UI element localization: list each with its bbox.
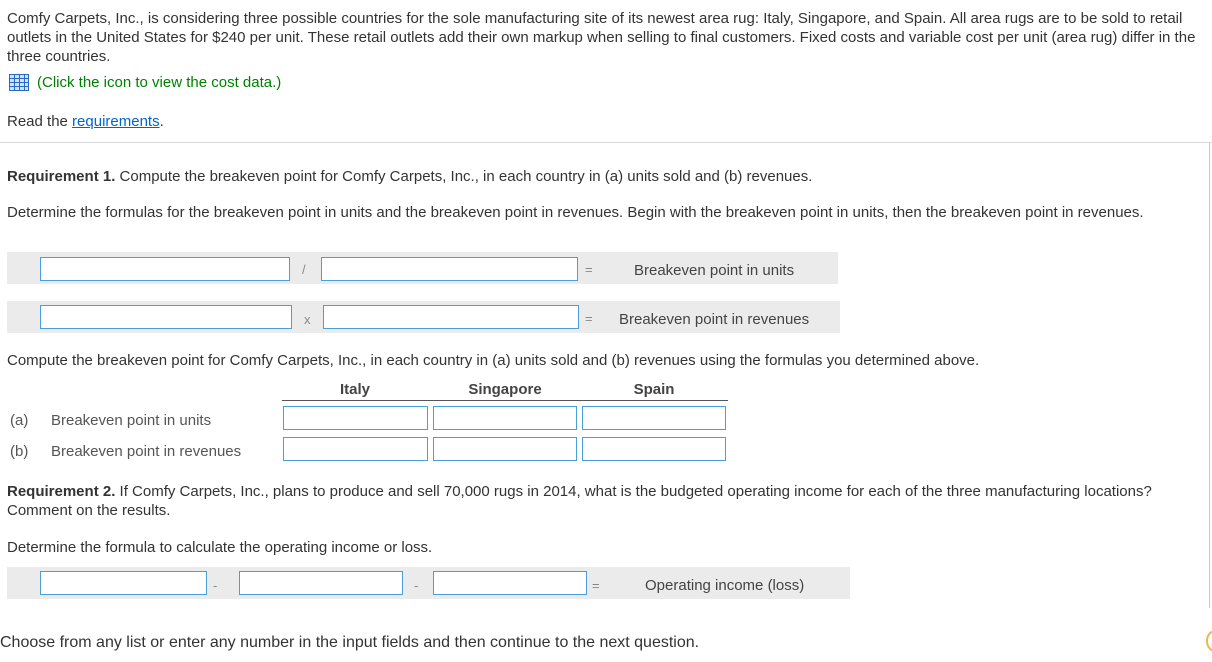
section-divider [0,142,1212,143]
equals-operator: = [585,311,593,326]
breakeven-revenues-label: Breakeven point in revenues [619,311,810,328]
divide-operator: / [302,262,306,277]
italy-breakeven-units-input[interactable] [283,406,428,430]
operating-income-label: Operating income (loss) [645,577,805,594]
requirement-2-heading: Requirement 2. If Comfy Carpets, Inc., plans to produce and sell 70,000 rugs in 2014, what is the budgeted operating income for each of the three manufacturing locations? Comment on the results. [7,483,1152,519]
breakeven-units-label: Breakeven point in units [634,262,795,279]
equals-operator: = [592,578,600,593]
minus-operator-2: - [414,578,419,593]
problem-intro: Comfy Carpets, Inc., is considering three possible countries for the sole manufacturing site of its newest area rug: Italy, Singapore, and Spain. All area rugs are to be sold to retail outlets in the United States for $240 per unit. These retail outlets add their own markup when selling to final customers. Fixed costs and variable cost per unit (area rug) differ in the three countries. [7,10,1196,65]
requirement-1-instruction: Determine the formulas for the breakeven point in units and the breakeven point in revenues. Begin with the breakeven point in units, then the breakeven point in revenues. [7,204,1144,221]
requirement-1-heading: Requirement 1. Compute the breakeven point for Comfy Carpets, Inc., in each country in (a) units sold and (b) revenues. [7,168,813,185]
scrollbar-track[interactable] [1209,143,1210,608]
operating-income-input-3[interactable] [433,571,587,595]
operating-income-input-1[interactable] [40,571,207,595]
compute-instruction: Compute the breakeven point for Comfy Carpets, Inc., in each country in (a) units sold and (b) revenues using the formulas you determined above. [7,352,980,369]
formula-revenues-input-1[interactable] [40,305,292,329]
row-b-label: Breakeven point in revenues [51,443,242,460]
formula-revenues-input-2[interactable] [323,305,579,329]
column-header-spain: Spain [633,381,675,398]
row-a-label: Breakeven point in units [51,412,212,429]
help-circle-icon[interactable] [1206,630,1212,652]
row-b-letter: (b) [10,443,29,460]
minus-operator-1: - [213,578,218,593]
operating-income-input-2[interactable] [239,571,403,595]
italy-breakeven-revenues-input[interactable] [283,437,428,461]
column-header-singapore: Singapore [468,381,542,398]
singapore-breakeven-units-input[interactable] [433,406,577,430]
read-requirements: Read the requirements. [7,113,164,130]
singapore-breakeven-revenues-input[interactable] [433,437,577,461]
equals-operator: = [585,262,593,277]
footer-instruction: Choose from any list or enter any number in the input fields and then continue to the next question. [0,634,700,651]
requirement-2-instruction: Determine the formula to calculate the operating income or loss. [7,539,433,556]
cost-data-link-text[interactable]: (Click the icon to view the cost data.) [37,74,282,91]
spreadsheet-icon[interactable] [9,74,29,91]
formula-units-input-2[interactable] [321,257,578,281]
multiply-operator: x [304,312,311,327]
cost-data-link[interactable] [9,74,281,91]
row-a-letter: (a) [10,412,29,429]
spain-breakeven-units-input[interactable] [582,406,726,430]
formula-units-input-1[interactable] [40,257,290,281]
table-header-underline [282,400,728,401]
requirements-link[interactable]: requirements [72,113,160,130]
spain-breakeven-revenues-input[interactable] [582,437,726,461]
column-header-italy: Italy [339,381,370,398]
